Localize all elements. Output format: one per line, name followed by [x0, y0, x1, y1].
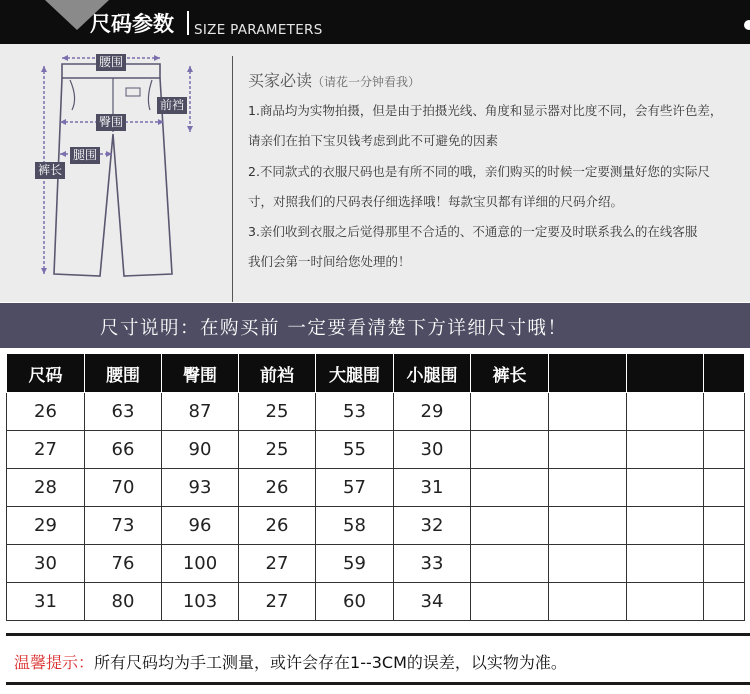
table-row [7, 431, 745, 469]
buyer-guide-title [248, 68, 420, 91]
table-cell [704, 431, 745, 469]
page-subtitle: SIZE PARAMETERS [194, 22, 323, 38]
guide-note-line: 我们会第一时间给您处理的！ [248, 254, 411, 269]
table-cell: 27 [7, 431, 85, 469]
guide-note-line: 2.不同款式的衣服尺码也是有所不同的哦，亲们购买的时候一定要测量好您的实际尺 [248, 164, 710, 179]
table-cell: 27 [239, 545, 316, 583]
table-cell: 26 [239, 507, 316, 545]
buyer-guide-heading: 买家必读 [248, 71, 313, 90]
table-cell [704, 469, 745, 507]
table-cell [627, 431, 704, 469]
table-cell [549, 545, 627, 583]
size-notice-banner [0, 303, 750, 348]
table-cell [704, 507, 745, 545]
size-notice-text: 尺寸说明：在购买前 一定要看清楚下方详细尺寸哦！ [100, 318, 568, 339]
table-cell: 29 [394, 393, 471, 431]
size-table-header-cell: 臀围 [162, 354, 239, 393]
table-cell: 103 [162, 583, 239, 621]
table-cell [704, 393, 745, 431]
table-cell: 73 [85, 507, 162, 545]
thigh-label: 腿围 [70, 147, 100, 164]
diagram-divider [232, 56, 233, 302]
table-cell: 31 [7, 583, 85, 621]
table-cell: 25 [239, 393, 316, 431]
size-table-header-cell: 尺码 [7, 354, 85, 393]
table-cell: 31 [394, 469, 471, 507]
table-cell [549, 507, 627, 545]
table-cell: 70 [85, 469, 162, 507]
header-dot-decoration [744, 20, 750, 30]
table-cell: 100 [162, 545, 239, 583]
table-cell: 96 [162, 507, 239, 545]
size-table-header-cell [704, 354, 745, 393]
table-cell [627, 583, 704, 621]
table-cell [627, 393, 704, 431]
size-table-header-cell: 大腿围 [316, 354, 394, 393]
table-cell: 30 [7, 545, 85, 583]
table-cell [471, 507, 549, 545]
table-cell [704, 545, 745, 583]
table-cell: 34 [394, 583, 471, 621]
table-row [7, 583, 745, 621]
guide-note-line: 1.商品均为实物拍摄，但是由于拍摄光线、角度和显示器对比度不同，会有些许色差， [248, 103, 723, 118]
table-cell [549, 431, 627, 469]
table-cell [627, 507, 704, 545]
size-table-header-cell: 小腿围 [394, 354, 471, 393]
table-cell [549, 469, 627, 507]
size-table-header-cell [627, 354, 704, 393]
table-cell: 32 [394, 507, 471, 545]
table-cell [627, 469, 704, 507]
header-bar [0, 0, 750, 44]
table-row [7, 545, 745, 583]
table-cell [471, 469, 549, 507]
table-cell: 66 [85, 431, 162, 469]
size-table-header-row [7, 354, 745, 393]
table-cell: 90 [162, 431, 239, 469]
table-cell [549, 583, 627, 621]
table-row [7, 507, 745, 545]
size-table [6, 353, 745, 621]
table-cell: 59 [316, 545, 394, 583]
page-title: 尺码参数 [90, 12, 174, 36]
title-divider [187, 11, 189, 35]
table-cell: 58 [316, 507, 394, 545]
table-row [7, 393, 745, 431]
hip-label: 臀围 [96, 114, 126, 131]
table-cell: 76 [85, 545, 162, 583]
table-cell: 87 [162, 393, 239, 431]
table-cell [704, 583, 745, 621]
table-cell [471, 393, 549, 431]
table-cell: 57 [316, 469, 394, 507]
table-cell: 27 [239, 583, 316, 621]
size-table-header-cell: 腰围 [85, 354, 162, 393]
table-cell: 30 [394, 431, 471, 469]
size-table-header-cell: 前裆 [239, 354, 316, 393]
guide-note-line: 3.亲们收到衣服之后觉得那里不合适的、不通意的一定要及时联系我么的在线客服 [248, 224, 698, 239]
table-cell: 33 [394, 545, 471, 583]
warm-tip-label: 温馨提示： [14, 653, 95, 672]
warm-tip-text [14, 650, 567, 673]
length-label: 裤长 [35, 162, 65, 179]
table-cell [549, 393, 627, 431]
table-cell: 55 [316, 431, 394, 469]
guide-note-line: 寸，对照我们的尺码表仔细选择哦！每款宝贝都有详细的尺码介绍。 [248, 194, 624, 209]
table-cell [627, 545, 704, 583]
buyer-guide-note: （请花一分钟看我） [312, 75, 421, 89]
table-cell: 26 [239, 469, 316, 507]
size-table-header-cell [549, 354, 627, 393]
table-cell: 93 [162, 469, 239, 507]
waist-label: 腰围 [96, 54, 126, 71]
table-cell: 80 [85, 583, 162, 621]
table-cell: 26 [7, 393, 85, 431]
table-cell: 53 [316, 393, 394, 431]
size-table-header-cell: 裤长 [471, 354, 549, 393]
measurement-diagram-section [0, 44, 750, 302]
table-cell [471, 545, 549, 583]
front-rise-label: 前裆 [157, 97, 187, 114]
table-cell: 60 [316, 583, 394, 621]
guide-note-line: 请亲们在拍下宝贝钱考虑到此不可避免的因素 [248, 133, 499, 148]
table-cell [471, 431, 549, 469]
table-row [7, 469, 745, 507]
table-cell: 63 [85, 393, 162, 431]
warm-tip [6, 633, 750, 685]
table-cell: 25 [239, 431, 316, 469]
warm-tip-content: 所有尺码均为手工测量，或许会存在1--3CM的误差，以实物为准。 [94, 653, 567, 672]
table-cell: 28 [7, 469, 85, 507]
table-cell: 29 [7, 507, 85, 545]
table-cell [471, 583, 549, 621]
